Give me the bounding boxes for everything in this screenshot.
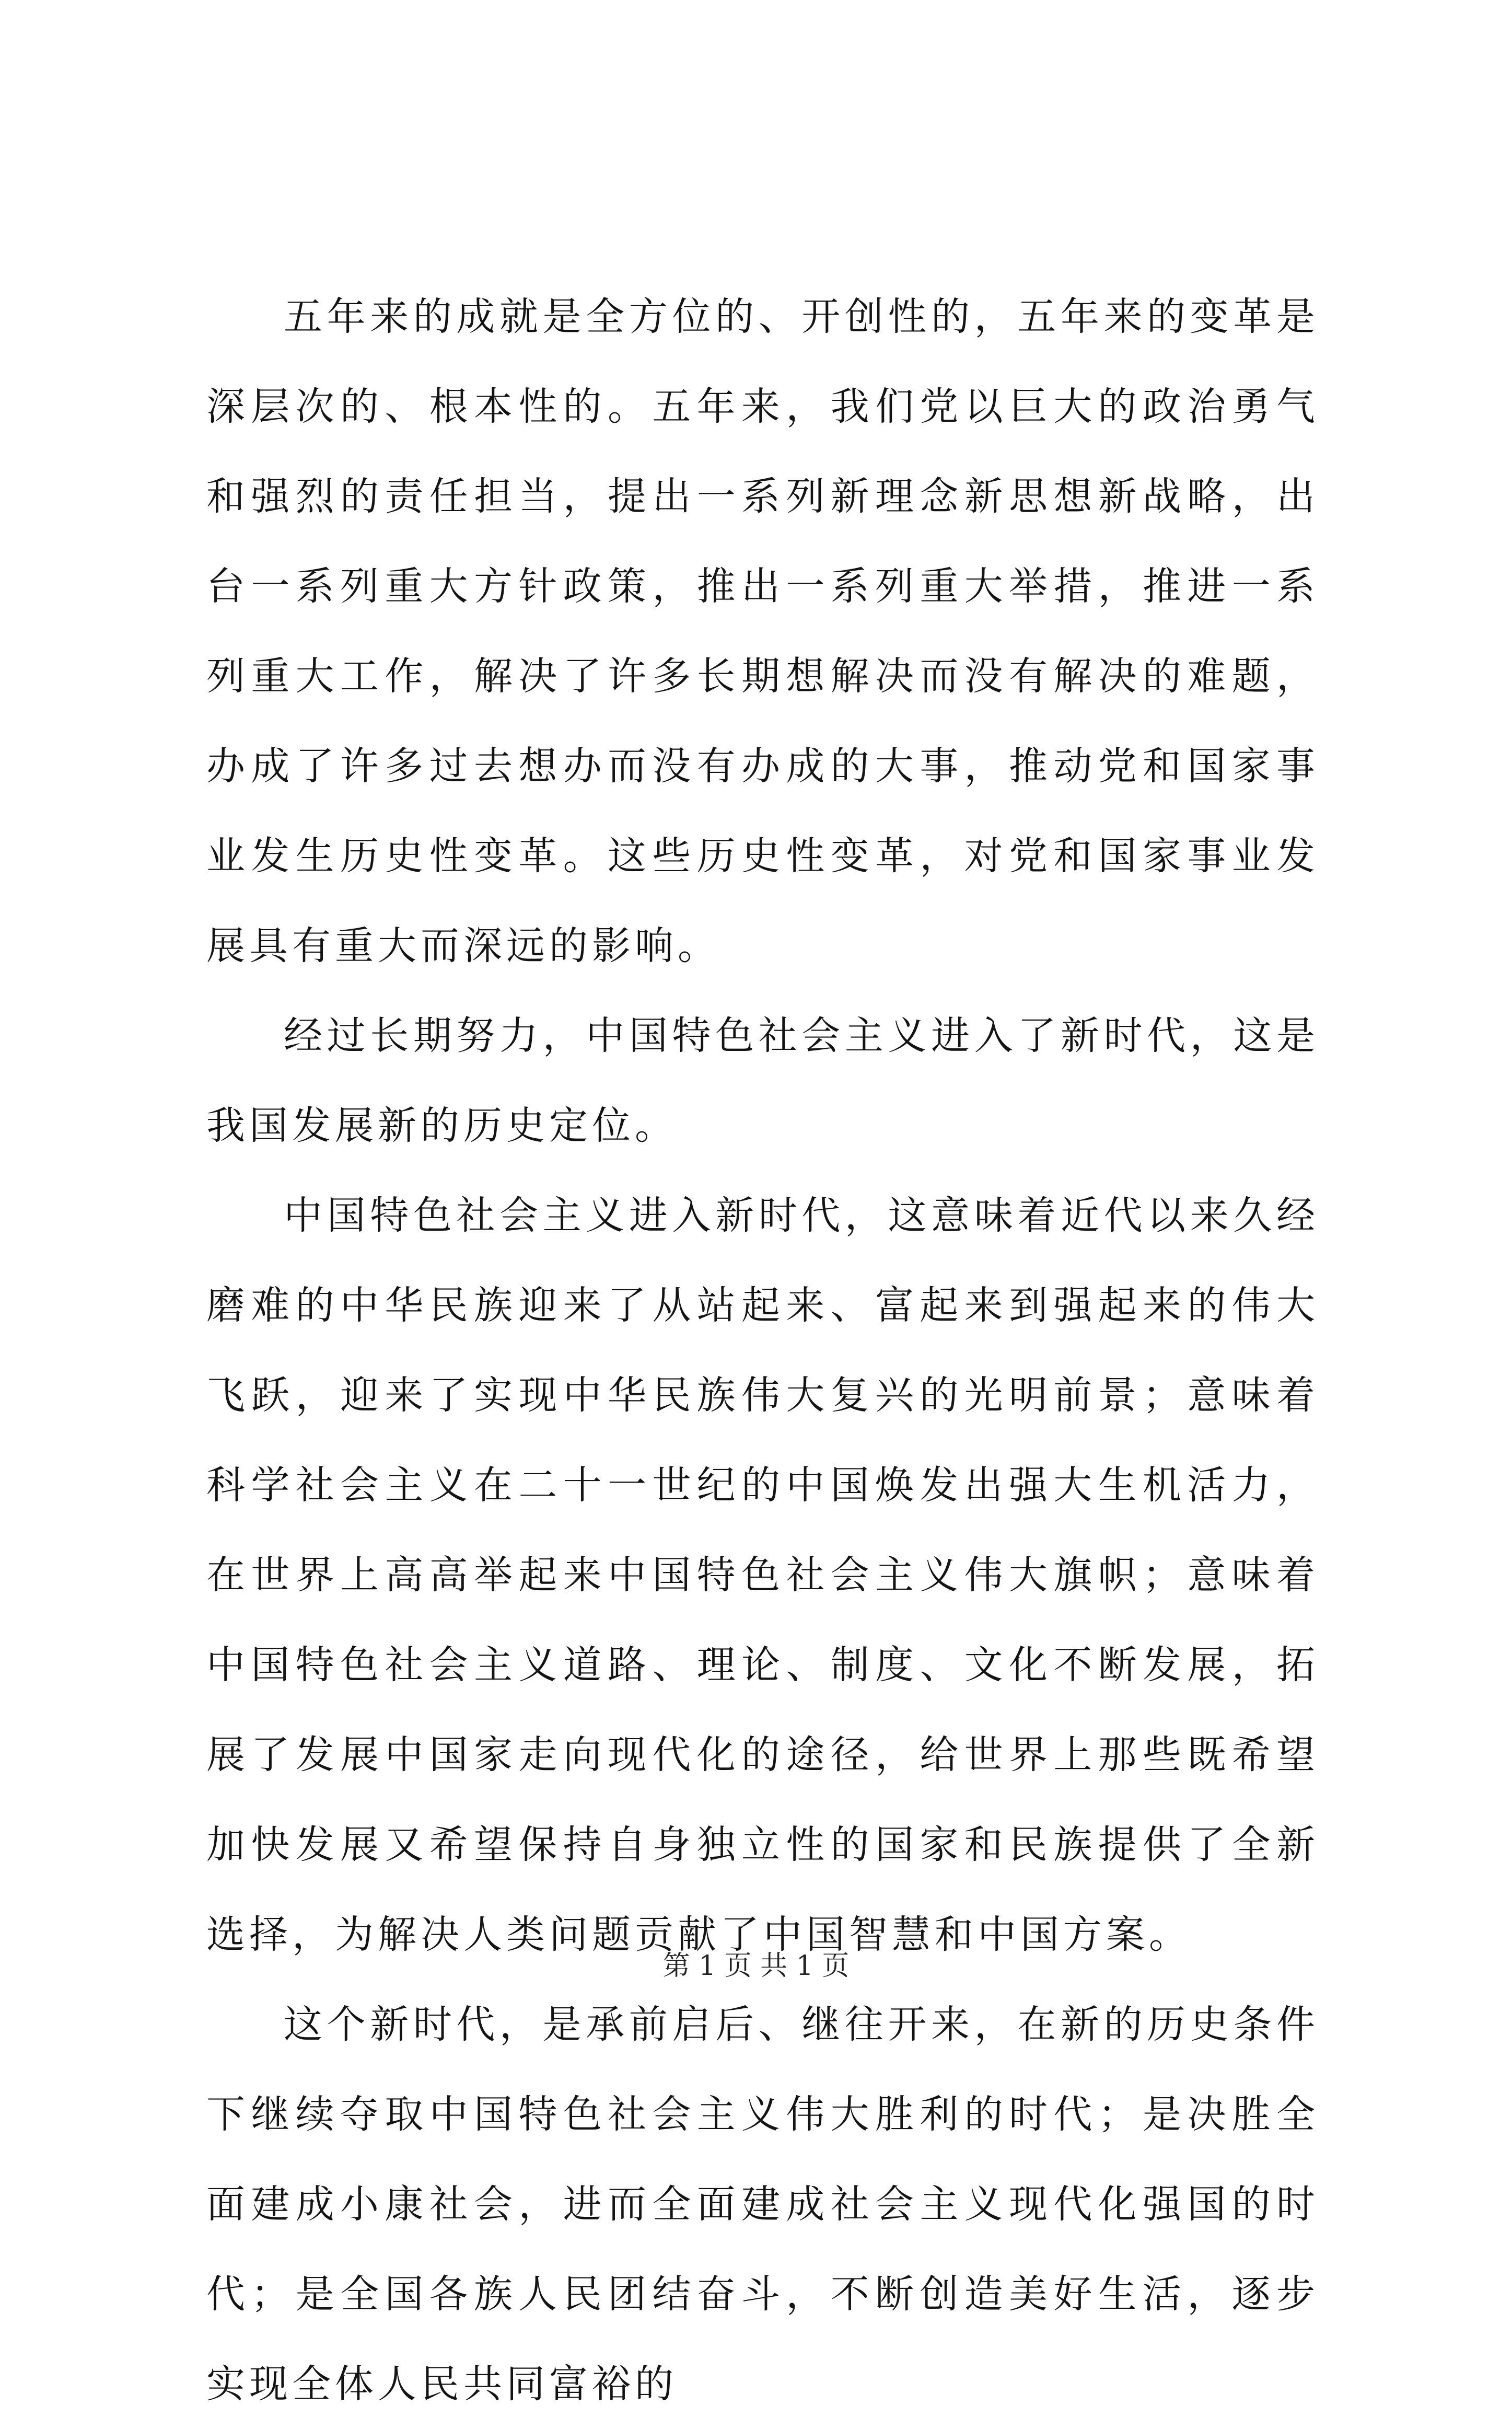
paragraph-3: 中国特色社会主义进入新时代，这意味着近代以来久经磨难的中华民族迎来了从站起来、富起来到强起来的伟大飞跃，迎来了实现中华民族伟大复兴的光明前景；意味着科学社会主义在二十一世纪的中国焕发出强大生机活力，在世界上高高举起来中国特色社会主义伟大旗帜；意味着中国特色社会主义道路、理论、制度、文化不断发展，拓展了发展中国家走向现代化的途径，给世界上那些既希望加快发展又希望保持自身独立性的国家和民族提供了全新选择，为解决人类问题贡献了中国智慧和中国方案。	[206, 1193, 1319, 1957]
document-body	[206, 272, 1319, 2429]
paragraph-1: 五年来的成就是全方位的、开创性的，五年来的变革是深层次的、根本性的。五年来，我们党以巨大的政治勇气和强烈的责任担当，提出一系列新理念新思想新战略，出台一系列重大方针政策，推出一系列重大举措，推进一系列重大工作，解决了许多长期想解决而没有解决的难题，办成了许多过去想办而没有办成的大事，推动党和国家事业发生历史性变革。这些历史性变革，对党和国家事业发展具有重大而深远的影响。	[206, 294, 1319, 968]
paragraph-2: 经过长期努力，中国特色社会主义进入了新时代，这是我国发展新的历史定位。	[206, 1013, 1319, 1148]
paragraph-4: 这个新时代，是承前启后、继往开来，在新的历史条件下继续夺取中国特色社会主义伟大胜利的时代；是决胜全面建成小康社会，进而全面建成社会主义现代化强国的时代；是全国各族人民团结奋斗，不断创造美好生活，逐步实现全体人民共同富裕的	[206, 2002, 1319, 2407]
page-number-footer: 第 1 页 共 1 页	[662, 1950, 850, 1982]
